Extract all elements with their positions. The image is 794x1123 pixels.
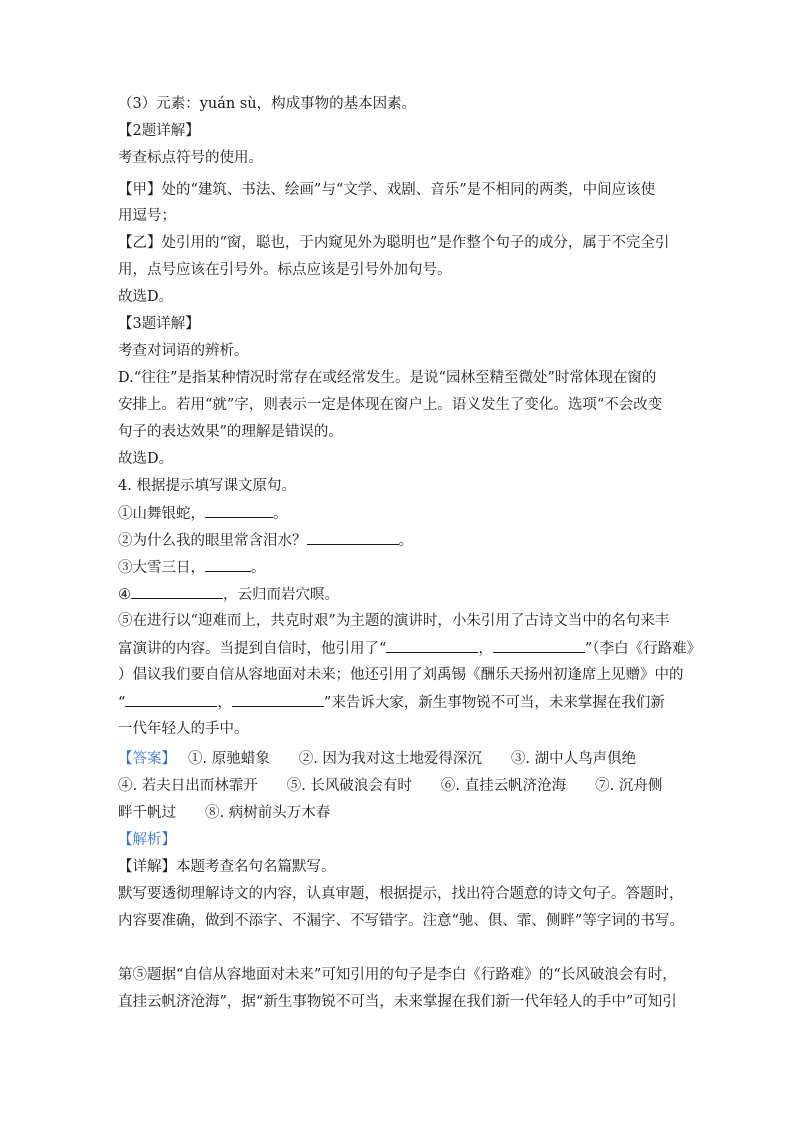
- line-answer: [118, 749, 688, 769]
- line-q4-prompt: 4. 根据提示填写课文原句。: [118, 478, 296, 494]
- q4-item-2-end: 。: [398, 533, 413, 549]
- q4-item-5-text-c: ”（李白《行路难》: [584, 641, 702, 657]
- line-detail-3: 内容要准确，做到不添字、不漏字、不写错字。注意“驰、俱、霏、侧畔”等字词的书写。: [118, 913, 684, 929]
- line-q2-yi: 【乙】处引用的“窗，聪也，于内窥见外为聪明也”是作整个句子的成分，属于不完全引: [118, 235, 670, 251]
- q4-item-4-text: ，云归而岩穴暝。: [223, 587, 339, 603]
- q4-item-4-num: ④: [118, 587, 131, 603]
- line-element-definition: （3）元素：yuán sù，构成事物的基本因素。: [118, 96, 417, 112]
- line-q2-yi-cont: 用，点号应该在引号外。标点应该是引号外加句号。: [118, 262, 452, 278]
- q4-item-5-comma2: ，: [217, 695, 232, 711]
- line-q4-item-4: [118, 584, 688, 605]
- line-detail-2: 默写要透彻理解诗文的内容，认真审题，根据提示，找出符合题意的诗文句子。答题时，: [118, 886, 684, 902]
- line-q4-item-1: [118, 503, 688, 524]
- line-q4-item-5-cont3: [118, 692, 688, 713]
- q4-item-5-quote: “: [118, 695, 126, 711]
- q4-item-3-end: 。: [251, 560, 266, 576]
- heading-q2-detail: 【2题详解】: [118, 123, 200, 139]
- line-q3-explain-3: 句子的表达效果”的理解是错误的。: [118, 424, 343, 440]
- line-q2-answer: 故选D。: [118, 289, 174, 305]
- answer-text-1: ①. 原驰蜡象 ②. 因为我对这土地爱得深沉 ③. 湖中人鸟声俱绝: [188, 751, 637, 767]
- fill-blank: [131, 584, 223, 599]
- line-q4-item-3: [118, 557, 688, 578]
- q4-item-3-text: ③大雪三日，: [118, 560, 205, 576]
- heading-q3-detail: 【3题详解】: [118, 316, 200, 332]
- line-detail-5: 直挂云帆济沧海”，据“新生事物锐不可当，未来掌握在我们新一代年轻人的手中”可知引: [118, 994, 677, 1010]
- line-q2-topic: 考查标点符号的使用。: [118, 150, 263, 166]
- q4-item-5-comma: ，: [478, 641, 493, 657]
- fill-blank: [386, 638, 478, 653]
- fill-blank: [205, 557, 251, 572]
- line-detail: 【详解】本题考查名句名篇默写。: [118, 859, 336, 875]
- line-detail-4: 第⑤题据“自信从容地面对未来”可知引用的句子是李白《行路难》的“长风破浪会有时，: [118, 967, 677, 983]
- line-q3-explain-2: 安排上。若用“就”字，则表示一定是体现在窗户上。语义发生了变化。选项“不会改变: [118, 397, 663, 413]
- q4-item-1-text: ①山舞银蛇，: [118, 506, 205, 522]
- q4-item-1-end: 。: [273, 506, 288, 522]
- q4-item-2-text: ②为什么我的眼里常含泪水？: [118, 533, 307, 549]
- line-answer-3: 畔千帆过 ⑧. 病树前头万木春: [118, 805, 331, 821]
- line-q3-explain-1: D.“往往”是指某种情况时常存在或经常发生。是说“园林至精至微处”时常体现在窗的: [118, 370, 657, 386]
- fill-blank: [205, 503, 273, 518]
- fill-blank: [232, 692, 324, 707]
- line-q4-item-5-cont: [118, 638, 702, 659]
- answer-tag: 【答案】: [118, 751, 176, 767]
- line-q3-topic: 考查对词语的辨析。: [118, 343, 249, 359]
- line-q4-item-5-cont4: 一代年轻人的手中。: [118, 721, 249, 737]
- q4-item-5-text-d: ”来告诉大家，新生事物锐不可当，未来掌握在我们新: [323, 695, 665, 711]
- line-q2-jia-cont: 用逗号；: [118, 208, 176, 224]
- fill-blank: [493, 638, 585, 653]
- line-q2-jia: 【甲】处的“建筑、书法、绘画”与“文学、戏剧、音乐”是不相同的两类，中间应该使: [118, 182, 656, 198]
- line-answer-2: ④. 若夫日出而林霏开 ⑤. 长风破浪会有时 ⑥. 直挂云帆济沧海 ⑦. 沉舟侧: [118, 778, 663, 794]
- analysis-tag: 【解析】: [118, 832, 176, 848]
- line-q4-item-2: [118, 530, 688, 551]
- fill-blank: [307, 530, 399, 545]
- fill-blank: [125, 692, 217, 707]
- q4-item-5-text-a: 富演讲的内容。当提到自信时，他引用了“: [118, 641, 387, 657]
- line-q4-item-5-cont2: ）倡议我们要自信从容地面对未来；他还引用了刘禹锡《酬乐天扬州初逢席上见赠》中的: [118, 667, 684, 683]
- line-q3-answer: 故选D。: [118, 451, 174, 467]
- line-q4-item-5: ⑤在进行以“迎难而上，共克时艰”为主题的演讲时，小朱引用了古诗文当中的名句来丰: [118, 613, 670, 629]
